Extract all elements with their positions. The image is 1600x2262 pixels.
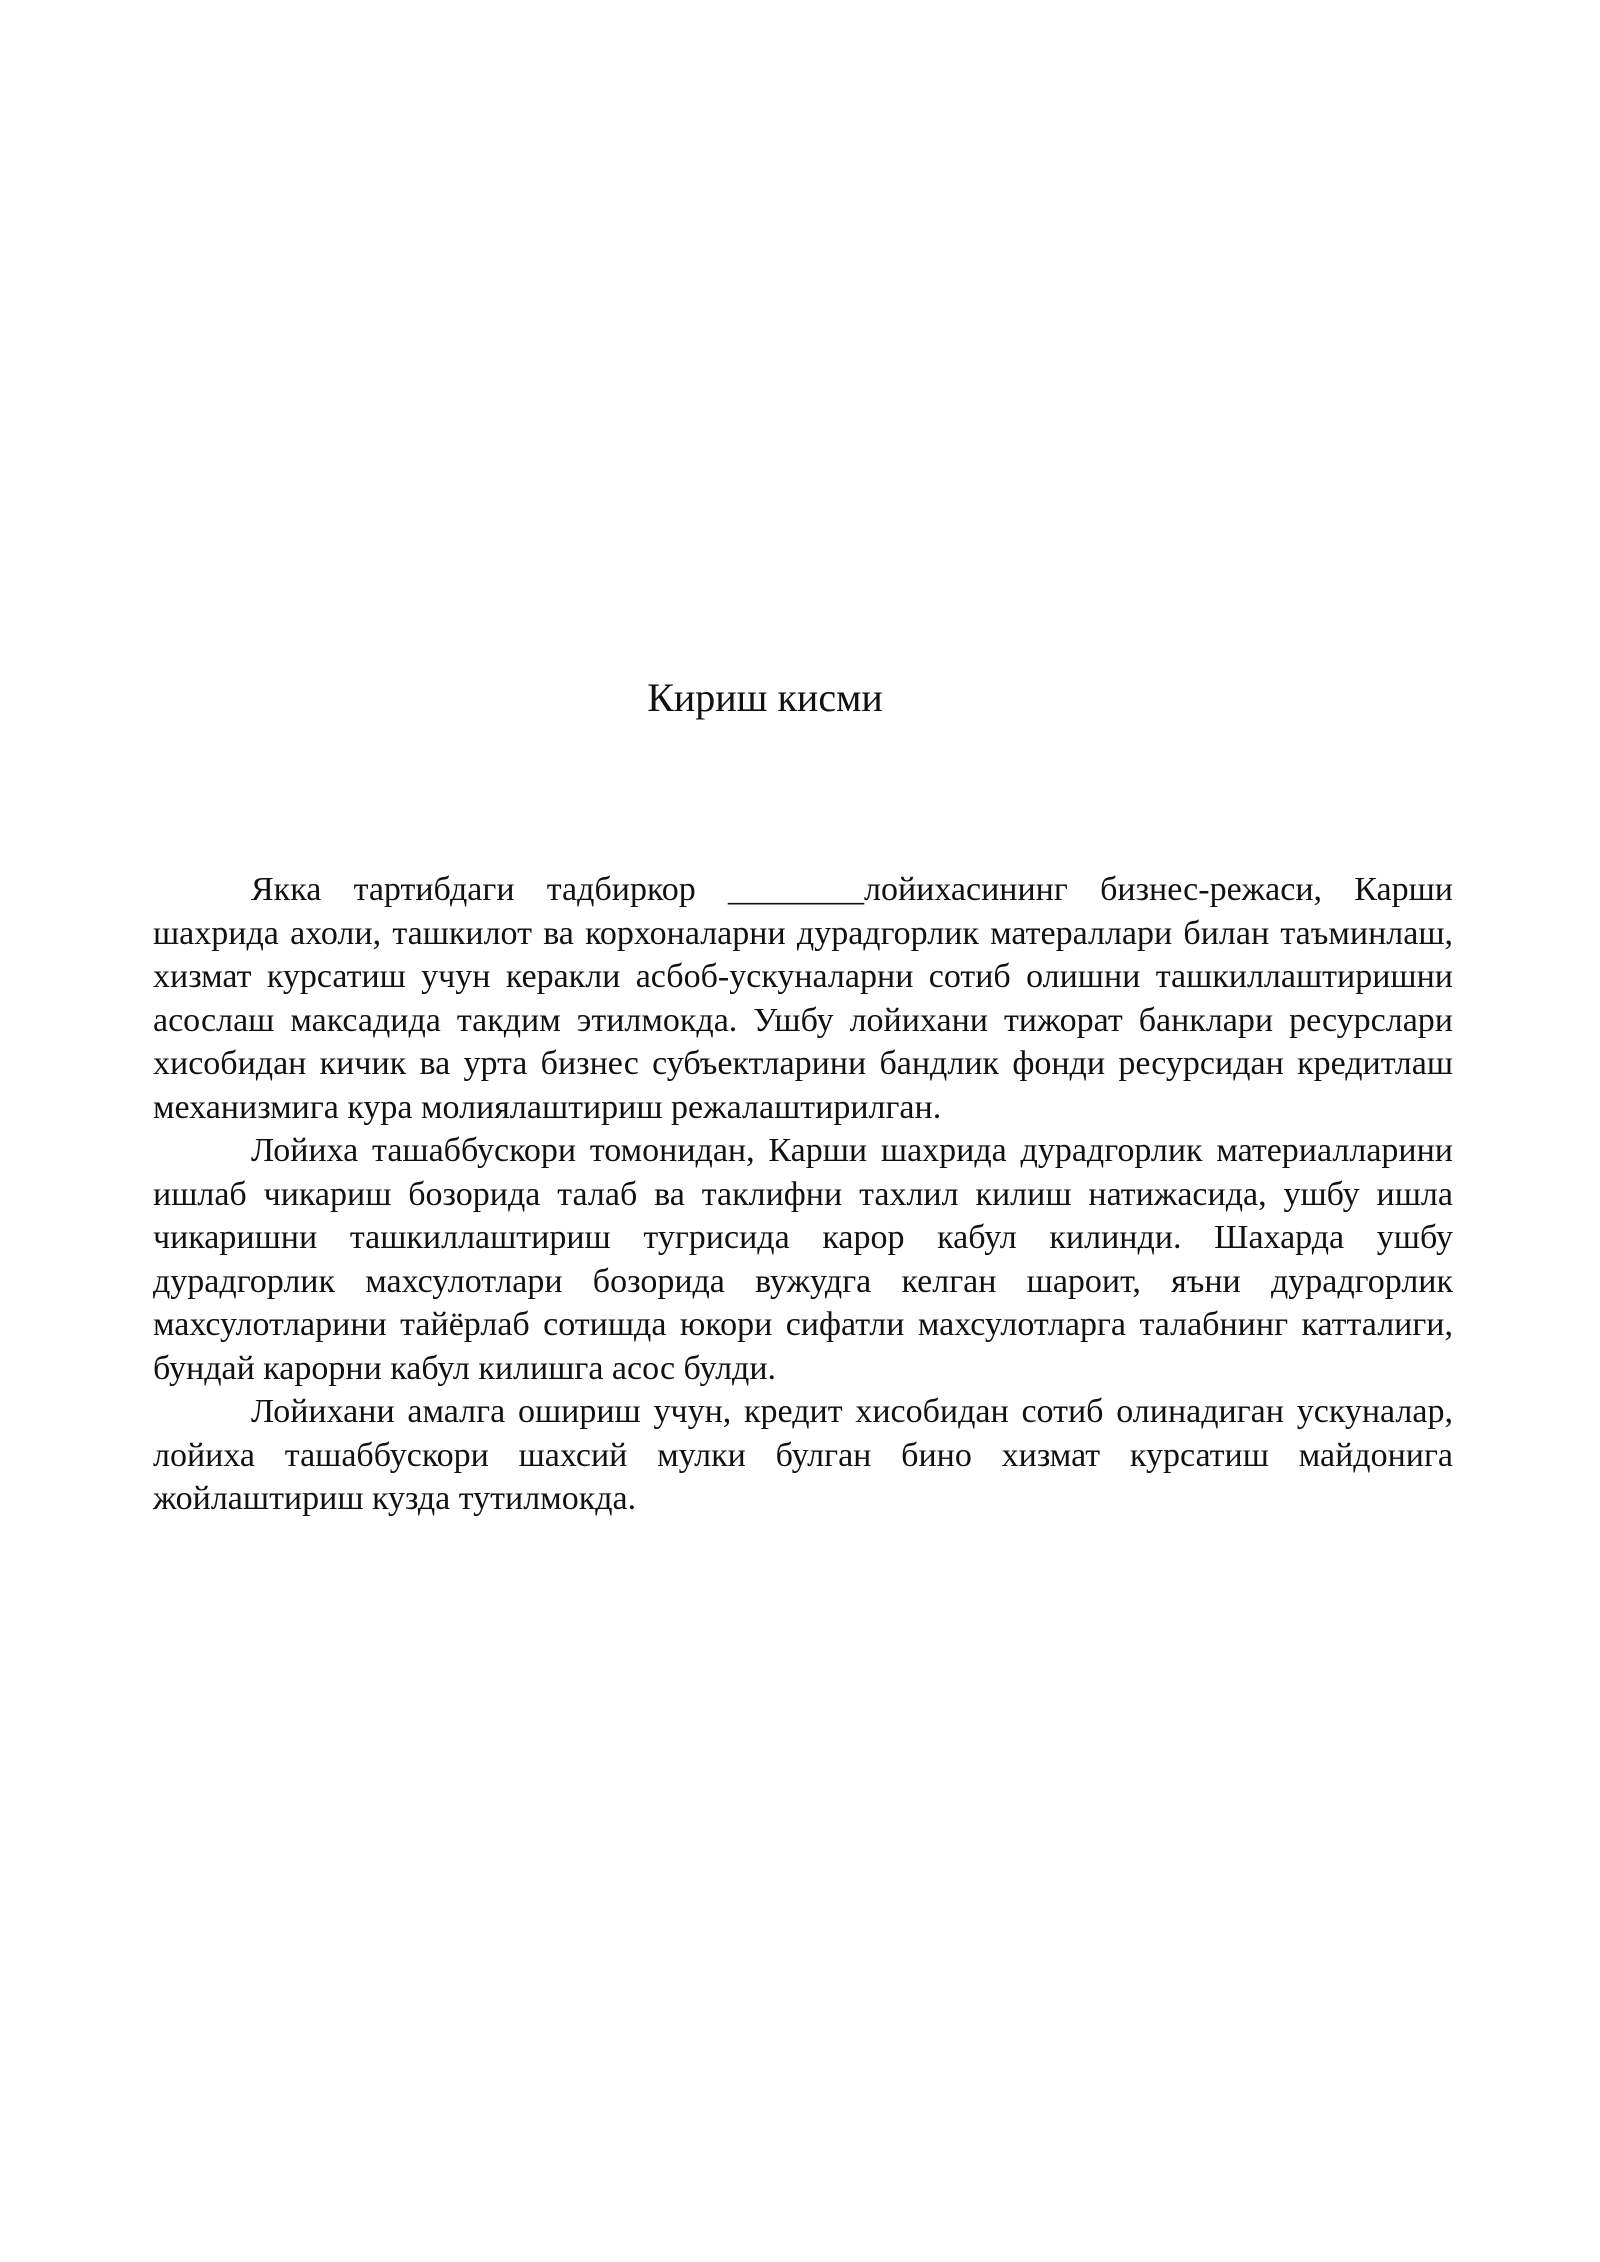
paragraph-market-analysis: Лойиха ташаббускори томонидан, Карши шахрида дурадгорлик материалларини ишлаб чикариш бозорида талаб ва таклифни тахлил килиш натижасида, ушбу ишла чикаришни ташкиллаштириш тугрисида карор кабул килинди. Шахарда ушбу дурадгорлик махсулотлари бозорида вужудга келган шароит, яъни дурадгорлик махсулотларини тайёрлаб сотишда юкори сифатли махсулотларга талабнинг катталиги, бундай карорни кабул килишга асос булди.	[153, 1132, 1453, 1387]
section-title: Кириш кисми	[647, 675, 883, 720]
paragraph-intro: Якка тартибдаги тадбиркор ________лойихасининг бизнес-режаси, Карши шахрида ахоли, ташкилот ва корхоналарни дурадгорлик матераллари билан таъминлаш, хизмат курсатиш учун керакли асбоб-ускуналарни сотиб олишни ташкиллаштиришни асослаш максадида такдим этилмокда. Ушбу лойихани тижорат банклари ресурслари хисобидан кичик ва урта бизнес субъектларини бандлик фонди ресурсидан кредитлаш механизмига кура молиялаштириш режалаштирилган.	[153, 871, 1453, 1126]
paragraph-implementation: Лойихани амалга ошириш учун, кредит хисобидан сотиб олинадиган ускуналар, лойиха ташаббускори шахсий мулки булган бино хизмат курсатиш майдонига жойлаштириш кузда тутилмокда.	[153, 1393, 1453, 1517]
body-text	[153, 868, 1453, 1521]
